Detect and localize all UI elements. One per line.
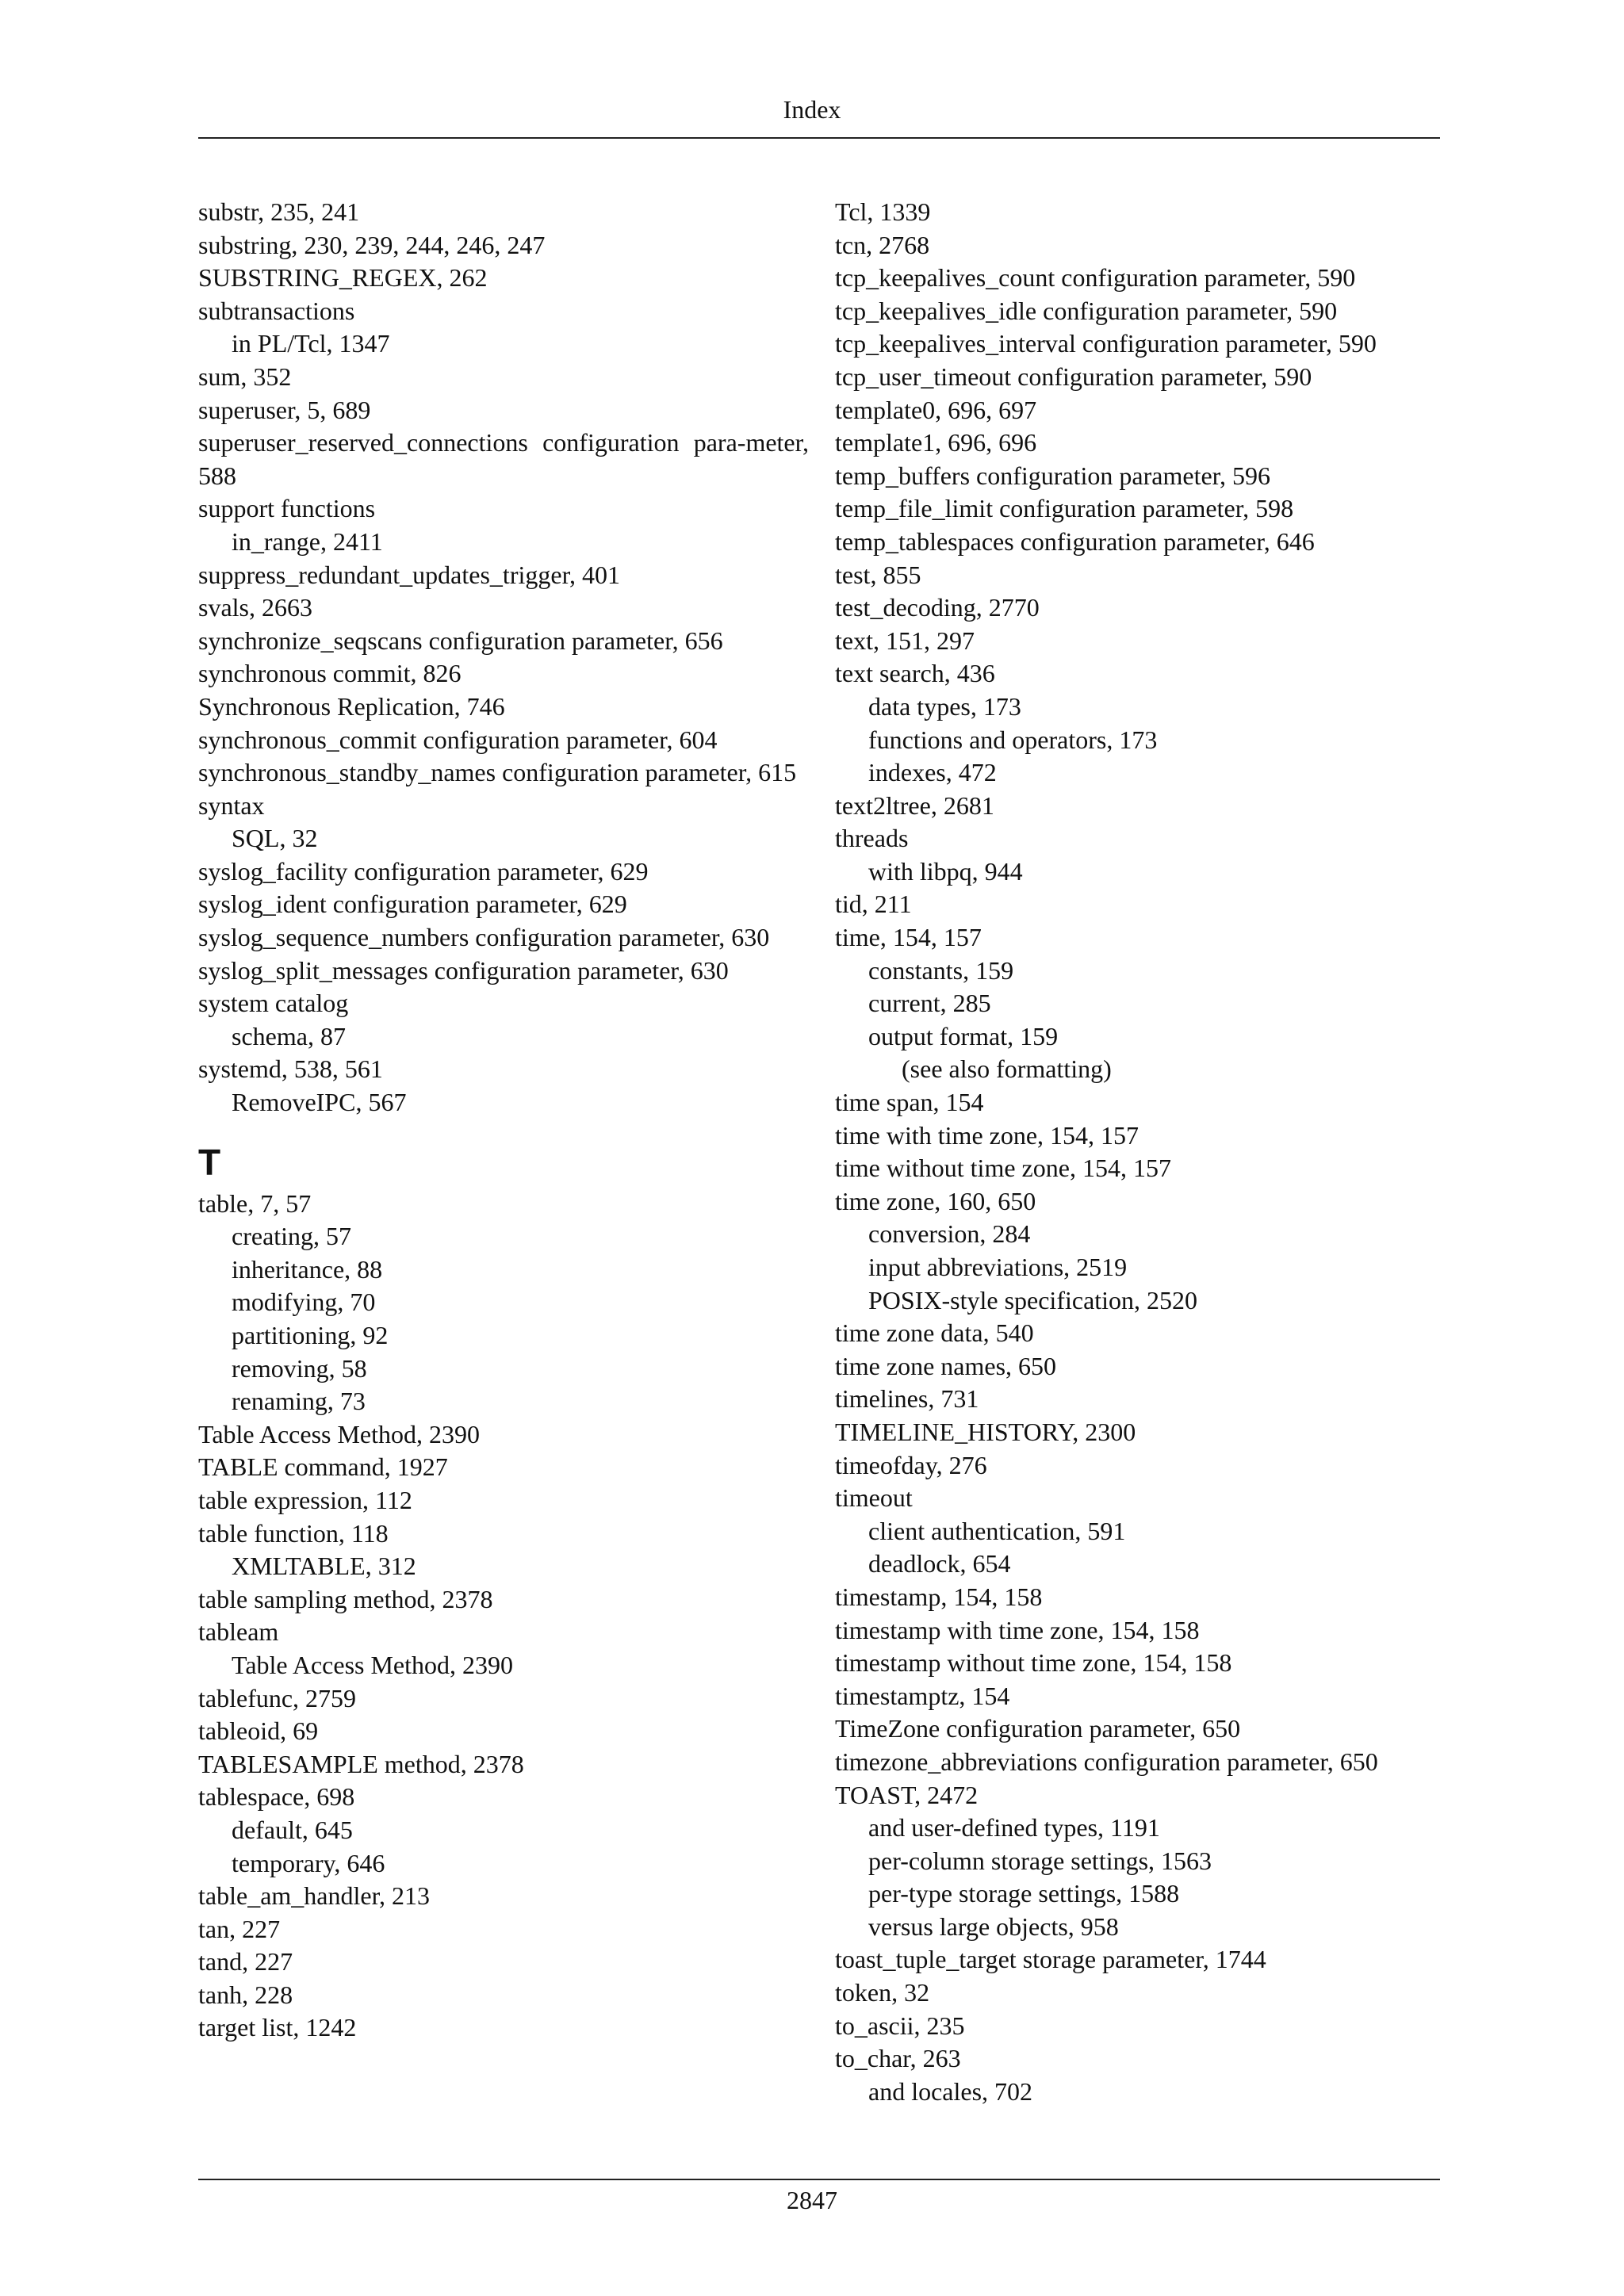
index-entry: TIMELINE_HISTORY, 2300 <box>835 1417 1136 1446</box>
index-entry: token, 32 <box>835 1978 930 2007</box>
index-subentry: in PL/Tcl, 1347 <box>232 329 390 358</box>
index-subentry: with libpq, 944 <box>868 856 1023 886</box>
index-entry: synchronous commit, 826 <box>198 659 462 688</box>
index-entry: time span, 154 <box>835 1088 984 1117</box>
index-subentry: versus large objects, 958 <box>868 1911 1119 1941</box>
index-subentry: indexes, 472 <box>868 758 997 787</box>
index-entry: target list, 1242 <box>198 2013 357 2042</box>
index-entry: tcp_keepalives_count configuration parameter, 590 <box>835 263 1356 293</box>
index-entry: time zone, 160, 650 <box>835 1186 1036 1215</box>
index-subentry: data types, 173 <box>868 691 1021 721</box>
index-entry: superuser_reserved_connections configuration para-meter, 588 <box>198 428 809 490</box>
index-subentry: SQL, 32 <box>232 824 318 853</box>
index-entry: systemd, 538, 561 <box>198 1054 383 1084</box>
index-entry: temp_file_limit configuration parameter, 598 <box>835 494 1294 523</box>
index-column-left <box>198 196 809 2045</box>
index-subentry: in_range, 2411 <box>232 526 383 556</box>
index-entry: SUBSTRING_REGEX, 262 <box>198 263 488 293</box>
index-subentry: and locales, 702 <box>868 2076 1033 2106</box>
index-entry: TABLESAMPLE method, 2378 <box>198 1749 524 1778</box>
index-entry: system catalog <box>198 989 349 1018</box>
index-subentry: functions and operators, 173 <box>868 725 1158 754</box>
index-entry: syslog_sequence_numbers configuration parameter, 630 <box>198 923 770 952</box>
index-entry: tcp_keepalives_idle configuration parameter, 590 <box>835 296 1338 325</box>
index-entry: substring, 230, 239, 244, 246, 247 <box>198 230 546 259</box>
index-entry: text, 151, 297 <box>835 626 975 655</box>
index-subentry: deadlock, 654 <box>868 1549 1011 1578</box>
index-entry: tableam <box>198 1617 279 1647</box>
index-entry: table expression, 112 <box>198 1485 412 1514</box>
index-entry: svals, 2663 <box>198 593 312 622</box>
index-entry: TABLE command, 1927 <box>198 1452 448 1482</box>
index-entry: table function, 118 <box>198 1518 389 1548</box>
index-entry: to_char, 263 <box>835 2044 961 2073</box>
section-letter-heading: T <box>198 1141 221 1183</box>
index-entry: tan, 227 <box>198 1914 281 1943</box>
index-subentry: default, 645 <box>232 1815 353 1844</box>
index-subentry: inheritance, 88 <box>232 1254 383 1284</box>
index-entry: tcn, 2768 <box>835 230 930 259</box>
index-subentry: constants, 159 <box>868 955 1014 985</box>
index-subentry: current, 285 <box>868 989 991 1018</box>
page-header-title: Index <box>783 95 841 124</box>
index-subentry: modifying, 70 <box>232 1288 376 1317</box>
index-entry: tableoid, 69 <box>198 1716 319 1746</box>
index-entry: to_ascii, 235 <box>835 2011 965 2040</box>
index-entry: Table Access Method, 2390 <box>198 1419 481 1448</box>
index-entry: TimeZone configuration parameter, 650 <box>835 1714 1241 1743</box>
index-entry: syslog_ident configuration parameter, 629 <box>198 890 627 919</box>
index-subentry: removing, 58 <box>232 1353 367 1383</box>
index-subentry: POSIX-style specification, 2520 <box>868 1285 1198 1314</box>
index-entry: support functions <box>198 494 376 523</box>
index-entry: tcp_user_timeout configuration parameter, 590 <box>835 362 1312 391</box>
index-entry: substr, 235, 241 <box>198 197 360 226</box>
index-entry: test_decoding, 2770 <box>835 593 1040 622</box>
index-entry: superuser, 5, 689 <box>198 395 371 424</box>
index-subentry: renaming, 73 <box>232 1387 366 1416</box>
index-entry: time without time zone, 154, 157 <box>835 1154 1171 1183</box>
index-column-right <box>835 196 1454 2108</box>
index-subentry: per-column storage settings, 1563 <box>868 1846 1212 1875</box>
index-entry: tid, 211 <box>835 890 912 919</box>
index-entry: timestamp without time zone, 154, 158 <box>835 1648 1232 1678</box>
index-entry: TOAST, 2472 <box>835 1780 979 1809</box>
index-entry: test, 855 <box>835 560 921 589</box>
index-entry: tanh, 228 <box>198 1980 293 2009</box>
index-entry: text search, 436 <box>835 659 995 688</box>
index-subentry: temporary, 646 <box>232 1848 385 1877</box>
index-entry: timeout <box>835 1483 913 1513</box>
index-entry: template1, 696, 696 <box>835 428 1037 457</box>
index-entry: synchronous_commit configuration parameter, 604 <box>198 725 718 754</box>
index-subentry: Table Access Method, 2390 <box>232 1650 514 1679</box>
header-rule <box>198 137 1440 139</box>
index-entry: time with time zone, 154, 157 <box>835 1120 1139 1150</box>
index-entry: suppress_redundant_updates_trigger, 401 <box>198 560 620 589</box>
index-entry: text2ltree, 2681 <box>835 790 994 820</box>
index-entry: timestamp with time zone, 154, 158 <box>835 1615 1200 1644</box>
index-entry: timelines, 731 <box>835 1384 979 1414</box>
index-subentry: XMLTABLE, 312 <box>232 1552 416 1581</box>
index-entry: subtransactions <box>198 296 355 325</box>
index-entry: toast_tuple_target storage parameter, 1744 <box>835 1945 1266 1974</box>
index-entry: syntax <box>198 790 265 820</box>
index-subentry: schema, 87 <box>232 1021 346 1050</box>
index-subentry: RemoveIPC, 567 <box>232 1088 407 1117</box>
index-subentry: creating, 57 <box>232 1222 352 1251</box>
index-entry: Synchronous Replication, 746 <box>198 691 505 721</box>
index-entry: tand, 227 <box>198 1947 293 1976</box>
index-subentry: output format, 159 <box>868 1021 1059 1050</box>
index-entry: table sampling method, 2378 <box>198 1584 493 1613</box>
index-subentry: (see also formatting) <box>902 1054 1112 1084</box>
index-entry: threads <box>835 824 909 853</box>
index-subentry: partitioning, 92 <box>232 1321 389 1349</box>
index-entry: timezone_abbreviations configuration parameter, 650 <box>835 1747 1378 1776</box>
index-entry: synchronize_seqscans configuration parameter, 656 <box>198 626 723 655</box>
index-entry: Tcl, 1339 <box>835 197 931 226</box>
index-entry: time zone names, 650 <box>835 1351 1057 1380</box>
index-entry: tablefunc, 2759 <box>198 1683 357 1712</box>
index-entry: table, 7, 57 <box>198 1188 312 1218</box>
index-entry: tcp_keepalives_interval configuration parameter, 590 <box>835 329 1377 358</box>
index-entry: syslog_split_messages configuration parameter, 630 <box>198 955 729 985</box>
index-subentry: and user-defined types, 1191 <box>868 1813 1160 1843</box>
index-entry: temp_buffers configuration parameter, 596 <box>835 461 1271 490</box>
index-entry: table_am_handler, 213 <box>198 1881 430 1911</box>
page-number: 2847 <box>787 2186 837 2214</box>
index-entry: sum, 352 <box>198 362 292 391</box>
index-subentry: per-type storage settings, 1588 <box>868 1879 1180 1908</box>
index-entry: tablespace, 698 <box>198 1782 355 1812</box>
index-entry: time zone data, 540 <box>835 1318 1034 1348</box>
index-subentry: client authentication, 591 <box>868 1516 1126 1545</box>
index-entry: timeofday, 276 <box>835 1450 987 1479</box>
index-entry: syslog_facility configuration parameter, 629 <box>198 856 649 886</box>
index-subentry: conversion, 284 <box>868 1219 1031 1249</box>
index-entry: timestamptz, 154 <box>835 1681 1010 1710</box>
index-subentry: input abbreviations, 2519 <box>868 1253 1128 1281</box>
index-entry: template0, 696, 697 <box>835 395 1037 424</box>
footer-rule <box>198 2179 1440 2180</box>
index-entry: temp_tablespaces configuration parameter, 646 <box>835 526 1315 556</box>
index-entry: time, 154, 157 <box>835 923 982 952</box>
index-entry: timestamp, 154, 158 <box>835 1582 1043 1611</box>
index-entry: synchronous_standby_names configuration parameter, 615 <box>198 758 797 787</box>
